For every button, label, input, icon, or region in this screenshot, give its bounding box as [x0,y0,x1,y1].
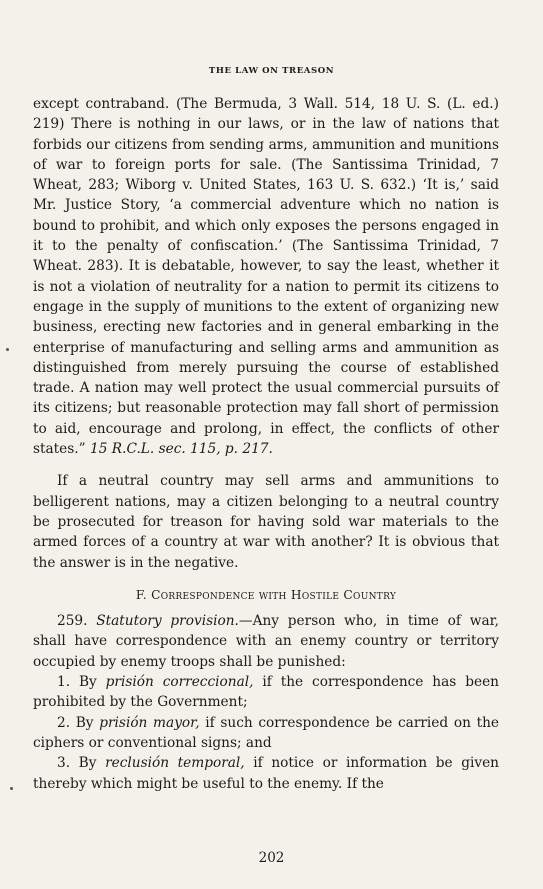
item-prefix: By [78,755,97,772]
section-heading [33,585,499,605]
item-penalty: reclusión temporal, [105,755,245,772]
section-number: 259. [57,613,88,630]
item-number: 3. [57,755,71,772]
margin-speck [6,348,9,351]
item-number: 2. [57,714,71,731]
section-text: —Any person who, in time of war, shall have correspondence with an enemy country or territory occupied by enemy troops shall be punished: [33,613,500,670]
paragraph-2: If a neutral country may sell arms and ammunitions to belligerent nations, may a citizen belonging to a neutral country be prosecuted for treason for having sold war materials to the armed forces of a country at war with another? It is obvious that the answer is in the negative. [33,473,499,571]
item-penalty: prisión mayor, [99,714,200,731]
list-item-2 [33,713,499,754]
item-text: if the correspondence has been prohibited by the Government; [33,674,499,711]
page-body [33,94,499,794]
section-259 [33,611,499,672]
section-title: Statutory provision. [96,613,239,630]
item-penalty: prisión correccional, [105,674,254,691]
page-number: 202 [258,850,285,866]
paragraph-gap [33,573,499,585]
paragraph-continued [33,94,499,459]
list-item-3 [33,753,499,794]
margin-speck [10,787,13,790]
item-text: if such correspondence be carried on the ciphers or conventional signs; and [33,714,499,751]
paragraph-1-text: except contraband. (The Bermuda, 3 Wall. 514, 18 U. S. (L. ed.) 219) There is nothing in our laws, or in the law of nations that forbids our citizens from sending arms, ammunition and munitions of war to foreign ports for sale. (The Santissima Trinidad, 7 Wheat, 283; Wiborg v. United States, 163 U. S. 632.) ‘It is,’ said Mr. Justice Story, ‘a commercial adventure which no nation is bound to prohibit, and which only exposes the persons engaged in it to the penalty of confiscation.’ (The Santissima Trinidad, 7 Wheat. 283). It is debatable, however, to say the least, whether it is not a violation of neutrality for a nation to permit its citizens to engage in the supply of munitions to the extent of organizing new business, erecting new factories and in general embarking in the enterprise of manufacturing and selling arms and ammunition as distinguished from merely pursuing the course of established trade. A nation may well protect the usual commercial pursuits of its citizens; but reasonable protection may fall short of permission to aid, encourage and prolong, in effect, the conflicts of other states.” [33,96,499,458]
item-number: 1. [57,674,71,691]
list-item-1 [33,672,499,713]
item-text: if notice or information be given thereby which might be useful to the enemy. If the [33,755,499,792]
item-prefix: By [78,674,97,691]
paragraph-gap [33,459,499,471]
section-letter: F. [135,587,147,602]
item-prefix: By [75,714,94,731]
citation: 15 R.C.L. sec. 115, p. 217. [90,441,273,458]
section-title: Correspondence with Hostile Country [151,587,397,602]
running-head: THE LAW ON TREASON [208,66,335,76]
